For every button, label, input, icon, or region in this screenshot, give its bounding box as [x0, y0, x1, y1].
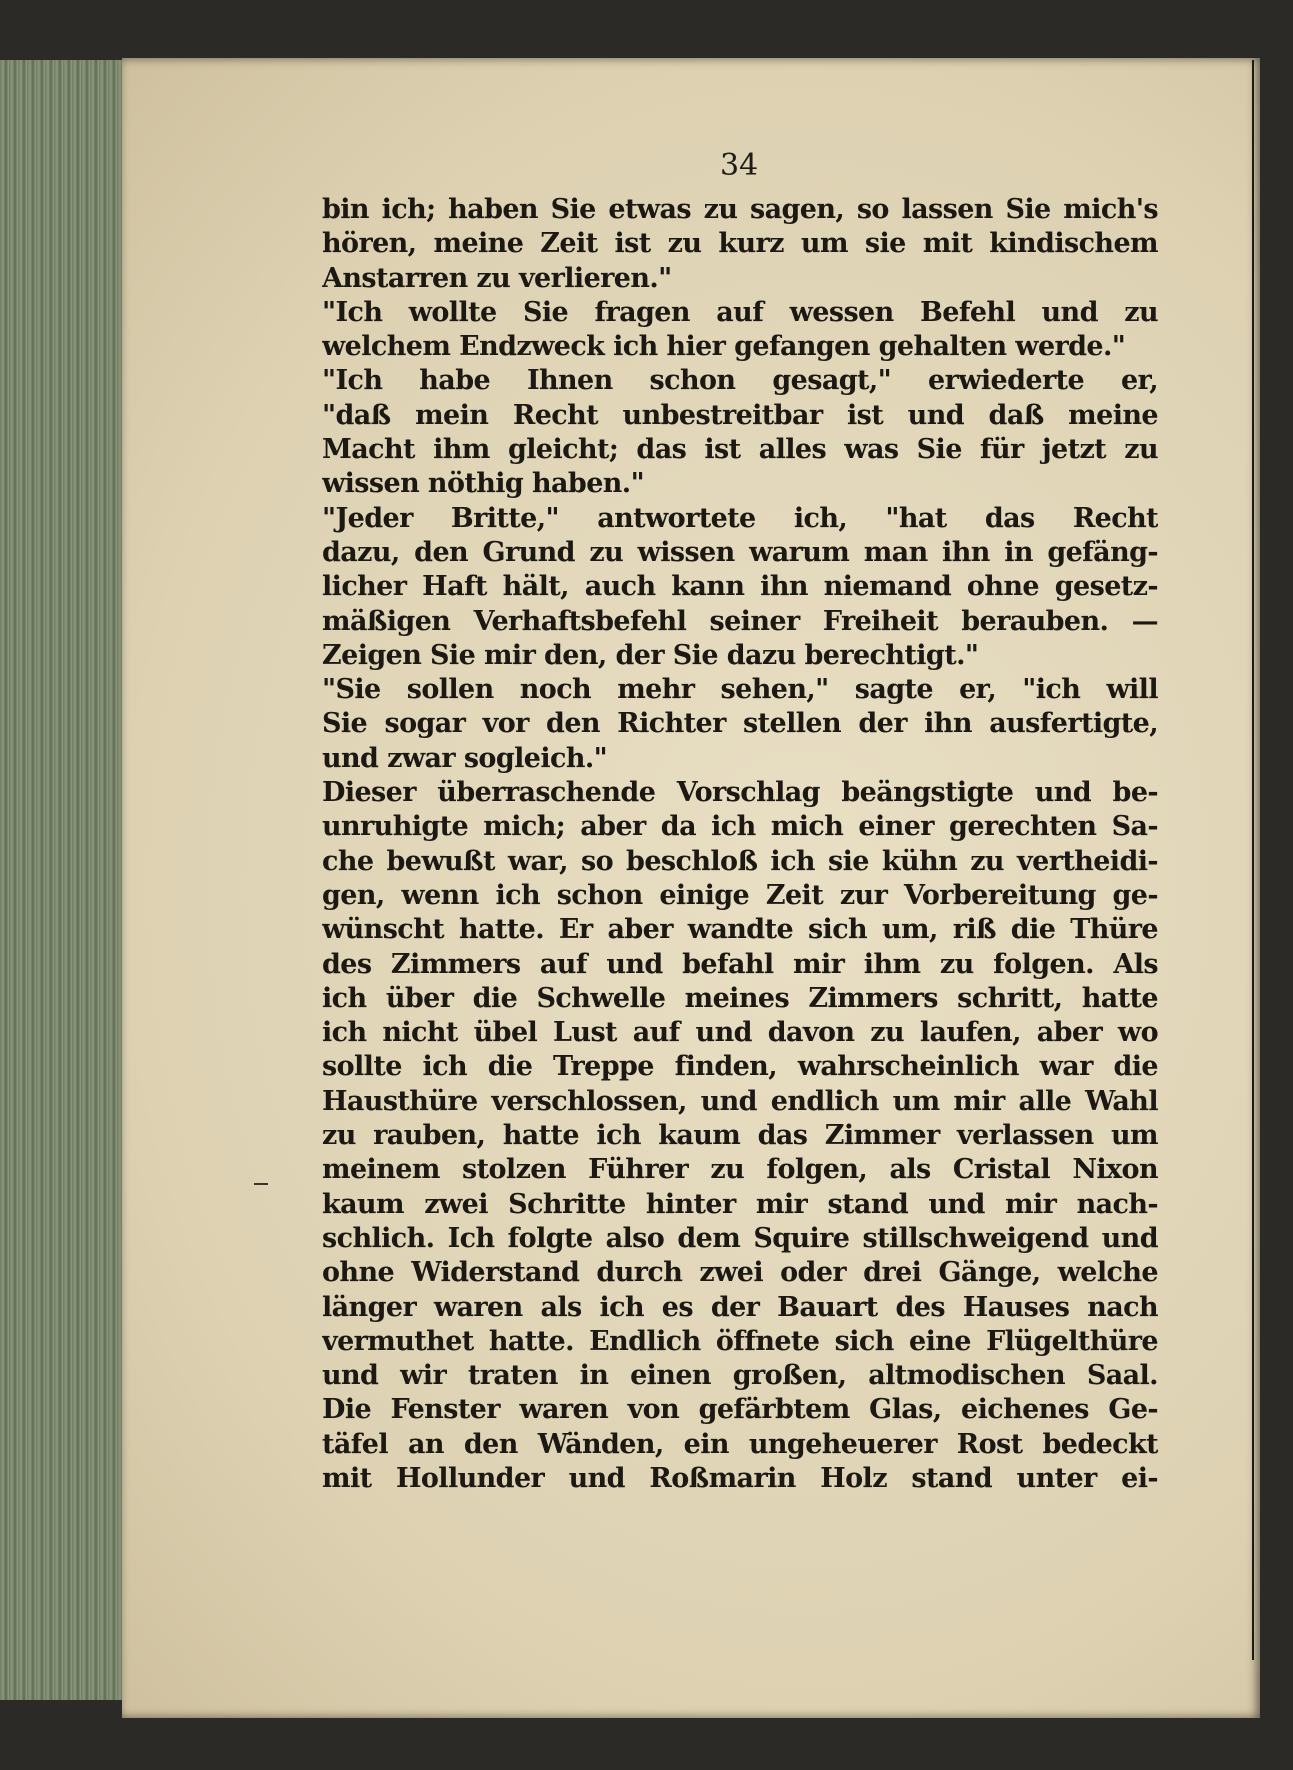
text-line: und wir traten in einen großen, altmodischen Saal. [322, 1360, 1158, 1392]
text-line: hören, meine Zeit ist zu kurz um sie mit kindischem [322, 228, 1158, 260]
book-page-edges [0, 60, 132, 1700]
text-line: "daß mein Recht unbestreitbar ist und daß meine [322, 399, 1158, 431]
text-line: Die Fenster waren von gefärbtem Glas, eichenes Ge- [322, 1394, 1158, 1426]
text-line: täfel an den Wänden, ein ungeheuerer Rost bedeckt [322, 1428, 1158, 1460]
text-line: che bewußt war, so beschloß ich sie kühn zu vertheidi- [322, 845, 1158, 877]
text-line: welchem Endzweck ich hier gefangen gehalten werde." [322, 331, 1126, 363]
text-line: und zwar sogleich." [322, 742, 608, 774]
text-line: "Ich wollte Sie fragen auf wessen Befehl und zu [322, 296, 1158, 328]
text-line: zu rauben, hatte ich kaum das Zimmer verlassen um [322, 1120, 1158, 1152]
text-line: meinem stolzen Führer zu folgen, als Cristal Nixon [322, 1154, 1158, 1186]
text-line: Sie sogar vor den Richter stellen der ihn ausfertigte, [322, 708, 1158, 740]
text-line: Macht ihm gleicht; das ist alles was Sie für jetzt zu [322, 434, 1158, 466]
text-line: sollte ich die Treppe finden, wahrscheinlich war die [322, 1051, 1158, 1083]
text-line: schlich. Ich folgte also dem Squire stillschweigend und [322, 1222, 1158, 1254]
text-line: unruhigte mich; aber da ich mich einer gerechten Sa- [322, 811, 1158, 843]
text-line: ich über die Schwelle meines Zimmers schritt, hatte [322, 982, 1158, 1014]
text-line: "Sie sollen noch mehr sehen," sagte er, "ich will [322, 674, 1158, 706]
text-line: mäßigen Verhaftsbefehl seiner Freiheit berauben. — [322, 605, 1158, 637]
text-line: "Ich habe Ihnen schon gesagt," erwiederte er, [322, 365, 1158, 397]
text-line: länger waren als ich es der Bauart des Hauses nach [322, 1291, 1158, 1323]
page-gutter-line [1252, 60, 1254, 1660]
text-line: Dieser überraschende Vorschlag beängstigte und be- [322, 777, 1158, 809]
text-line: vermuthet hatte. Endlich öffnete sich eine Flügelthüre [322, 1325, 1158, 1357]
text-line: des Zimmers auf und befahl mir ihm zu folgen. Als [322, 948, 1158, 980]
text-line: Anstarren zu verlieren." [322, 262, 672, 294]
text-line: licher Haft hält, auch kann ihn niemand ohne gesetz- [322, 571, 1158, 603]
text-line: Zeigen Sie mir den, der Sie dazu berechtigt." [322, 639, 979, 671]
margin-mark [254, 1183, 268, 1185]
text-line: gen, wenn ich schon einige Zeit zur Vorbereitung ge- [322, 879, 1158, 911]
text-line: ohne Widerstand durch zwei oder drei Gänge, welche [322, 1257, 1158, 1289]
page-number: 34 [720, 148, 759, 183]
text-line: Hausthüre verschlossen, und endlich um mir alle Wahl [322, 1085, 1158, 1117]
text-line: dazu, den Grund zu wissen warum man ihn in gefäng- [322, 536, 1158, 568]
text-line: kaum zwei Schritte hinter mir stand und mir nach- [322, 1188, 1158, 1220]
text-line: "Jeder Britte," antwortete ich, "hat das Recht [322, 502, 1158, 534]
body-text [322, 193, 1158, 1496]
text-line: ich nicht übel Lust auf und davon zu laufen, aber wo [322, 1017, 1158, 1049]
text-line: mit Hollunder und Roßmarin Holz stand unter ei- [322, 1462, 1158, 1494]
text-line: bin ich; haben Sie etwas zu sagen, so lassen Sie mich's [322, 194, 1158, 225]
text-line: wissen nöthig haben." [322, 468, 645, 500]
text-line: wünscht hatte. Er aber wandte sich um, riß die Thüre [322, 914, 1158, 946]
